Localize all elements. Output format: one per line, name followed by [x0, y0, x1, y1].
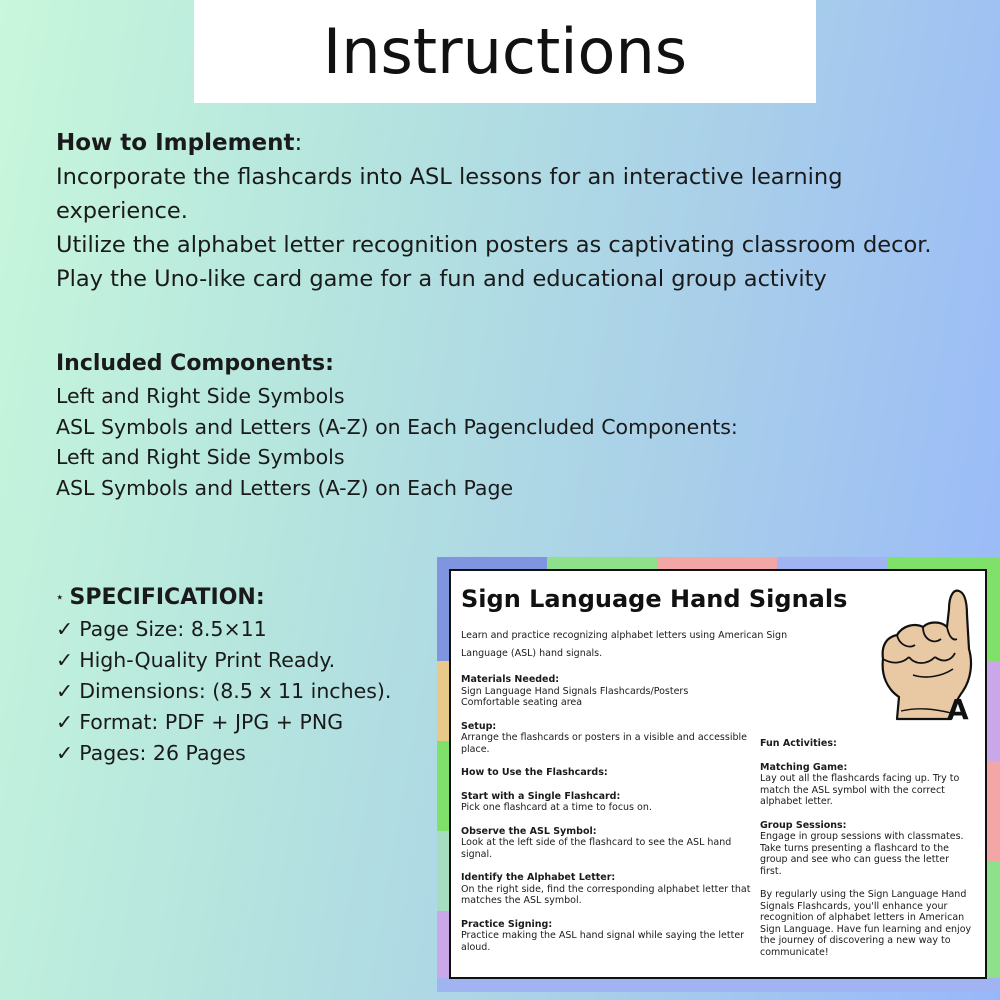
- group-heading: Group Sessions:: [760, 819, 847, 831]
- specification-heading: SPECIFICATION:: [69, 585, 265, 610]
- color-strip: [986, 761, 1000, 861]
- components-heading: Included Components:: [56, 351, 334, 376]
- preview-letter: A: [947, 693, 969, 726]
- spec-line: [56, 614, 436, 645]
- component-line: ASL Symbols and Letters (A-Z) on Each Pagencluded Components:: [56, 414, 738, 439]
- implement-section: [56, 126, 981, 296]
- setup-heading: Setup:: [461, 720, 497, 732]
- spec-line: [56, 738, 436, 769]
- implement-line: Incorporate the flashcards into ASL lessons for an interactive learning experience.: [56, 164, 843, 224]
- materials-item: Sign Language Hand Signals Flashcards/Posters: [461, 685, 689, 697]
- identify-text: On the right side, find the corresponding alphabet letter that matches the ASL symbol.: [461, 883, 751, 906]
- color-strip: [986, 861, 1000, 992]
- group-text: Engage in group sessions with classmates. Take turns presenting a flashcard to the group and see who can guess the letter first.: [760, 831, 964, 877]
- color-strip: [986, 571, 1000, 661]
- spec-text: High-Quality Print Ready.: [79, 648, 336, 672]
- matching-heading: Matching Game:: [760, 761, 848, 773]
- component-line: ASL Symbols and Letters (A-Z) on Each Page: [56, 475, 514, 500]
- check-icon: ✓: [56, 741, 74, 765]
- spec-text: Page Size: 8.5×11: [79, 617, 267, 641]
- implement-line: Utilize the alphabet letter recognition posters as captivating classroom decor.: [56, 232, 932, 258]
- preview-title: Sign Language Hand Signals: [461, 585, 848, 613]
- component-line: Left and Right Side Symbols: [56, 384, 345, 408]
- spec-text: Pages: 26 Pages: [79, 741, 246, 765]
- implement-heading-line: [56, 126, 981, 160]
- matching-text: Lay out all the flashcards facing up. Try to match the ASL symbol with the correct alphabet letter.: [760, 773, 960, 807]
- preview-intro: Learn and practice recognizing alphabet letters using American Sign Language (ASL) hand signals.: [461, 630, 788, 659]
- start-text: Pick one flashcard at a time to focus on.: [461, 802, 652, 813]
- specification-heading-line: [56, 581, 436, 614]
- spec-line: [56, 645, 436, 676]
- implement-heading: How to Implement: [56, 130, 295, 156]
- materials-heading: Materials Needed:: [461, 674, 560, 685]
- materials-item: Comfortable seating area: [461, 697, 583, 708]
- observe-heading: Observe the ASL Symbol:: [461, 825, 597, 837]
- check-icon: ✓: [56, 710, 74, 734]
- color-strip: [437, 978, 1000, 992]
- title-banner: [194, 0, 816, 103]
- spec-text: Dimensions: (8.5 x 11 inches).: [79, 679, 392, 703]
- implement-heading-colon: :: [294, 130, 303, 156]
- star-icon: ⋆: [56, 590, 64, 604]
- observe-text: Look at the left side of the flashcard to see the ASL hand signal.: [461, 837, 732, 860]
- specification-section: [56, 581, 436, 769]
- spec-line: [56, 676, 436, 707]
- check-icon: ✓: [56, 617, 74, 641]
- spec-text: Format: PDF + JPG + PNG: [79, 710, 344, 734]
- practice-heading: Practice Signing:: [461, 918, 553, 930]
- closing-text: By regularly using the Sign Language Hand Signals Flashcards, you'll enhance your recognition of alphabet letters in American Sign Language. Have fun learning and enjoy the journey of discovering a new way to communicate!: [760, 889, 972, 958]
- how-heading: How to Use the Flashcards:: [461, 767, 608, 778]
- components-section: [56, 347, 976, 503]
- flashcard-page: [449, 569, 987, 979]
- implement-line: Play the Uno-like card game for a fun and educational group activity: [56, 266, 827, 292]
- setup-text: Arrange the flashcards or posters in a visible and accessible place.: [461, 732, 747, 755]
- preview-right-column: [760, 738, 972, 958]
- start-heading: Start with a Single Flashcard:: [461, 790, 621, 802]
- check-icon: ✓: [56, 679, 74, 703]
- spec-line: [56, 707, 436, 738]
- check-icon: ✓: [56, 648, 74, 672]
- identify-heading: Identify the Alphabet Letter:: [461, 872, 616, 883]
- practice-text: Practice making the ASL hand signal while saying the letter aloud.: [461, 930, 745, 953]
- component-line: Left and Right Side Symbols: [56, 445, 345, 469]
- preview-left-column: [461, 674, 751, 953]
- fun-heading: Fun Activities:: [760, 738, 837, 749]
- flashcard-preview-image: [437, 557, 1000, 992]
- color-strip: [986, 661, 1000, 761]
- page-title: Instructions: [322, 15, 688, 88]
